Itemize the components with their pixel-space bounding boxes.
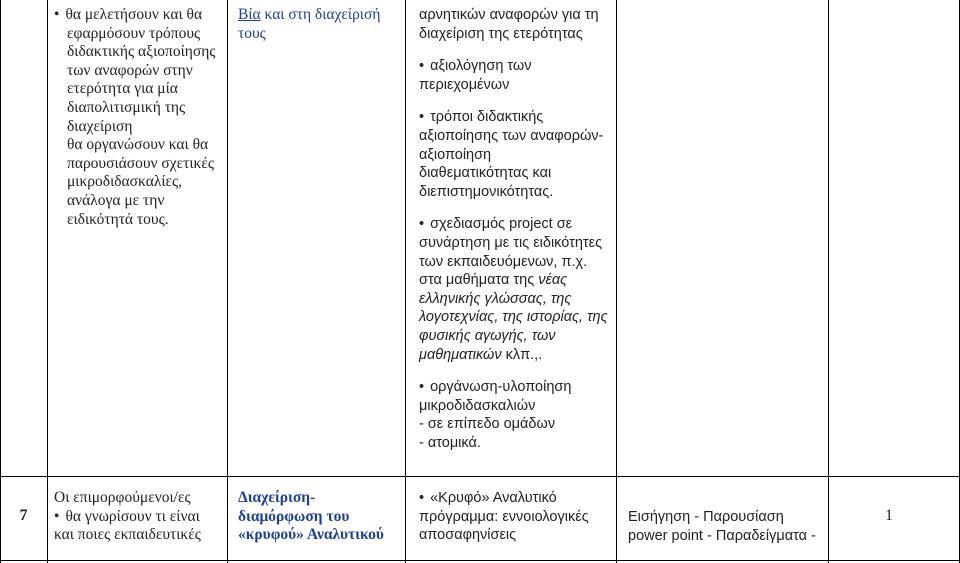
objective-line: ανάλογα με την — [67, 191, 165, 209]
objective-line: Οι επιμορφούμενοι/ες — [54, 489, 191, 506]
objective-line: μικροδιδασκαλίες, — [67, 173, 183, 191]
topic-line: Διαχείριση- — [238, 489, 316, 506]
table-col-divider — [227, 0, 228, 563]
content-line: αξιοποίηση — [419, 146, 492, 163]
objectives-cell-7 — [54, 489, 226, 545]
topic-cell-7 — [238, 489, 403, 545]
content-italic: νέας — [538, 272, 568, 289]
table-col-divider — [405, 0, 406, 563]
row-number: 7 — [19, 507, 28, 524]
objective-line: θα οργανώσουν και θα — [67, 136, 209, 154]
objective-line: παρουσιάσουν σχετικές — [67, 154, 215, 172]
table-border-bottom — [0, 560, 960, 561]
objective-line: διαπολιτισμική της — [67, 98, 186, 116]
content-line: αποσαφηνίσεις — [419, 527, 517, 544]
topic-text: τους — [238, 24, 266, 42]
content-line: πρόγραμμα: εννοιολογικές — [419, 508, 589, 525]
hours-cell-7: 1 — [885, 507, 893, 524]
table-border-left — [0, 0, 1, 563]
content-italic: ελληνικής γλώσσας, της — [419, 290, 572, 307]
content-bullet: • οργάνωση-υλοποίηση — [419, 378, 614, 397]
content-line: συνάρτηση με τις ειδικότητες — [419, 234, 603, 251]
topic-word-underlined: Βία — [238, 6, 261, 23]
topic-line: διαμόρφωση του — [238, 507, 350, 525]
method-line: power point - Παραδείγματα - — [628, 527, 816, 544]
table-col-divider — [828, 0, 829, 563]
objective-line: των αναφορών στην — [67, 61, 193, 79]
content-line: διαθεματικότητας και — [419, 165, 552, 182]
table-col-divider — [616, 0, 617, 563]
method-cell-7 — [628, 508, 826, 545]
objective-line: εφαρμόσουν τρόπους — [67, 24, 201, 42]
table-col-divider — [47, 0, 48, 563]
content-line: κλπ.,. — [501, 346, 543, 363]
objective-line: • θα μελετήσουν και θα — [54, 6, 224, 25]
objective-line: διαχείριση — [67, 117, 133, 135]
content-line: αρνητικών αναφορών για τη — [419, 7, 599, 23]
content-line: των εκπαιδευόμενων, π.χ. — [419, 253, 588, 270]
content-line: αξιοποίησης των αναφορών- — [419, 127, 604, 144]
objective-line: διδακτικής αξιοποίησης — [67, 43, 216, 61]
content-line: περιεχομένων — [419, 76, 510, 93]
topic-text: και στη διαχείρισή — [260, 6, 381, 23]
content-bullet: • σχεδιασμός project σε — [419, 215, 614, 234]
objective-line: ειδικότητά τους. — [67, 210, 169, 228]
content-line: μικροδιδασκαλιών — [419, 397, 536, 414]
objective-line: και ποιες εκπαιδευτικές — [54, 526, 201, 544]
content-line: διαχείριση της ετερότητας — [419, 25, 583, 42]
content-line: διεπιστημονικότητας. — [419, 183, 554, 200]
topic-line: «κρυφού» Αναλυτικού — [238, 526, 384, 544]
objectives-cell — [54, 6, 224, 229]
content-italic: μαθηματικών — [419, 346, 502, 363]
content-line: στα μαθήματα της — [419, 272, 539, 289]
topic-cell — [238, 6, 403, 43]
content-italic: λογοτεχνίας, της ιστορίας, της — [419, 309, 608, 326]
content-cell-7 — [419, 489, 614, 545]
objective-bullet: • θα γνωρίσουν τι είναι — [54, 508, 226, 527]
content-bullet: • «Κρυφό» Αναλυτικό — [419, 489, 614, 508]
content-cell — [419, 6, 614, 452]
content-bullet: • αξιολόγηση των — [419, 57, 614, 76]
content-italic: φυσικής αγωγής, των — [419, 327, 556, 344]
objective-line: ετερότητα για μία — [67, 80, 178, 98]
method-line: Εισήγηση - Παρουσίαση — [628, 509, 784, 525]
content-bullet: • τρόποι διδακτικής — [419, 108, 614, 127]
row-divider — [0, 476, 960, 477]
content-line: - σε επίπεδο ομάδων — [419, 416, 556, 433]
content-line: - ατομικά. — [419, 434, 481, 451]
